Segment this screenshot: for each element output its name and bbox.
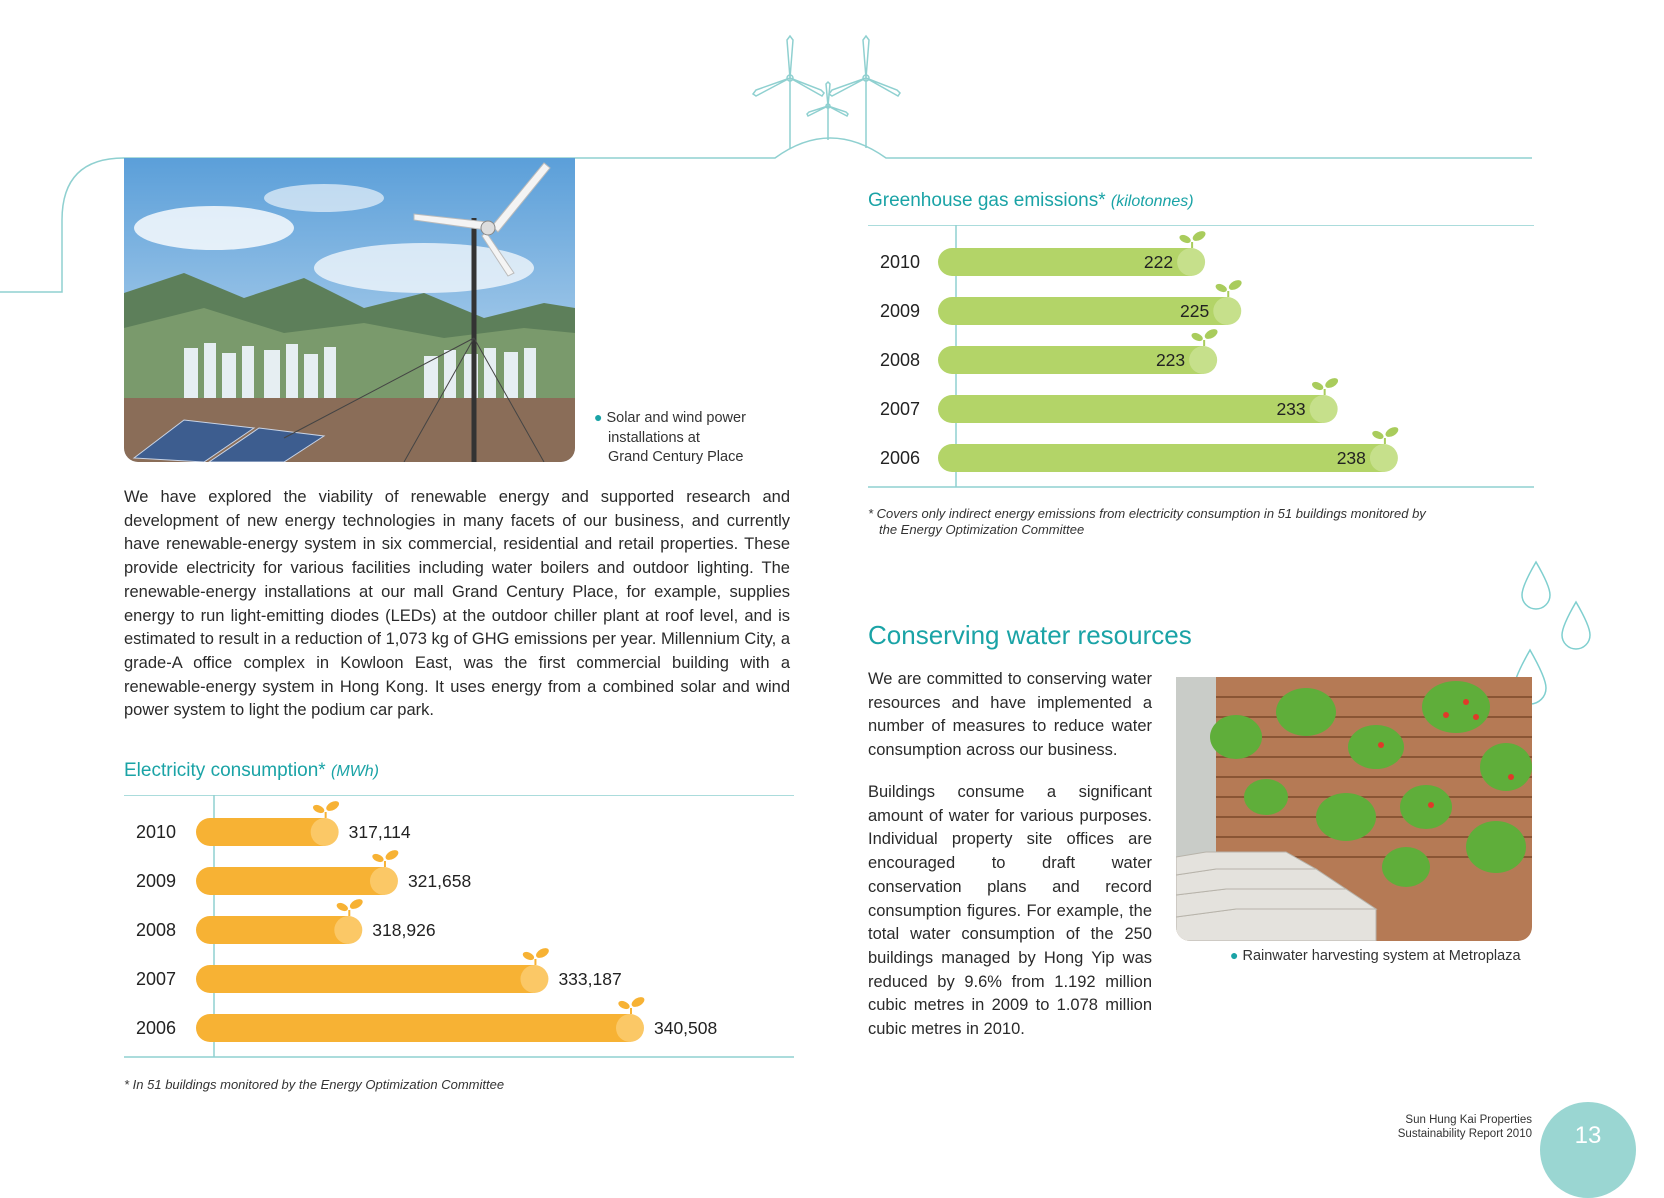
sprout-icon — [1371, 425, 1400, 444]
bar-tip — [370, 867, 398, 895]
electricity-chart-title: Electricity consumption* (MWh) — [124, 760, 379, 781]
water-drop-icon — [1522, 562, 1550, 609]
page-number-circle — [1540, 1102, 1636, 1198]
year-label: 2009 — [880, 301, 921, 321]
water-drop-icon — [1562, 602, 1590, 649]
year-label: 2010 — [136, 822, 177, 842]
year-label: 2006 — [136, 1018, 177, 1038]
year-label: 2008 — [880, 350, 921, 370]
value-label: 317,114 — [348, 822, 411, 842]
bar-tip — [1370, 444, 1398, 472]
electricity-chart — [124, 795, 794, 1065]
value-label: 222 — [1143, 252, 1174, 272]
year-label: 2007 — [136, 969, 177, 989]
page-number: 13 — [1574, 1122, 1602, 1149]
water-paragraph-2: Buildings consume a significant amount of water for various purposes. Individual property site offices are encouraged to draft water conservation plans and record consumption figures. For example, the total water consumption of the 250 buildings managed by Hong Yip was reduced by 9.6% from 1.192 million cubic metres in 2009 to 1.078 million cubic metres in 2010. — [868, 783, 1152, 1039]
intro-paragraph: We have explored the viability of renewable energy and supported research and development of new energy technologies in many facets of our business, and currently have renewable-energy system in six commercial, residential and retail properties. These provide electricity for various facilities including water boilers and outdoor lighting. The renewable-energy installations at our mall Grand Century Place, for example, supplies energy to run light-emitting diodes (LEDs) at the outdoor chiller plant at roof level, and is estimated to result in a reduction of 1,073 kg of GHG emissions per year. Millennium City, a grade-A office complex in Kowloon East, was the first commercial building with a renewable-energy system in Hong Kong. It uses energy from a combined solar and wind power system to light the podium car park. — [124, 488, 790, 720]
value-label: 238 — [1336, 448, 1366, 468]
value-label: 321,658 — [407, 871, 472, 891]
value-label: 333,187 — [558, 969, 622, 989]
ghg-chart-title: Greenhouse gas emissions* (kilotonnes) — [868, 190, 1194, 211]
report-name: Sustainability Report 2010 — [1397, 1128, 1532, 1140]
bar — [196, 867, 396, 895]
water-section-heading: Conserving water resources — [868, 620, 1192, 650]
value-label: 233 — [1276, 399, 1306, 419]
bar — [196, 1014, 642, 1042]
solar-wind-photo — [124, 158, 575, 462]
value-label: 318,926 — [372, 920, 436, 940]
bar-tip — [1177, 248, 1205, 276]
sprout-icon — [1311, 376, 1340, 395]
sprout-icon — [617, 995, 646, 1014]
value-label: 223 — [1155, 350, 1186, 370]
year-label: 2010 — [880, 252, 921, 272]
company-name: Sun Hung Kai Properties — [1405, 1114, 1532, 1126]
value-label: 340,508 — [653, 1018, 718, 1038]
year-label: 2006 — [880, 448, 921, 468]
sprout-icon — [1190, 327, 1219, 346]
year-label: 2007 — [880, 399, 921, 419]
vertical-garden-caption: ● Rainwater harvesting system at Metroplaza — [1230, 947, 1521, 964]
report-footer — [1300, 1113, 1532, 1141]
water-paragraph-1: We are committed to conserving water resources and have implemented a number of measures to reduce water consumption across our business. — [868, 670, 1152, 760]
bar-tip — [616, 1014, 644, 1042]
year-label: 2009 — [136, 871, 177, 891]
year-label: 2008 — [136, 920, 177, 940]
bar-tip — [311, 818, 339, 846]
ghg-chart — [868, 225, 1534, 495]
ghg-footnote: * Covers only indirect energy emissions from electricity consumption in 51 buildings monitored by the Energy Optimization Committee — [868, 506, 1426, 537]
bar-tip — [1189, 346, 1217, 374]
bar-tip — [520, 965, 548, 993]
sprout-icon — [1178, 229, 1207, 248]
value-label: 225 — [1180, 301, 1210, 321]
bar — [196, 965, 546, 993]
vertical-garden-photo — [1176, 677, 1532, 941]
sprout-icon — [371, 848, 400, 867]
sprout-icon — [1214, 278, 1243, 297]
sprout-icon — [312, 799, 341, 818]
sprout-icon — [522, 946, 551, 965]
electricity-footnote: * In 51 buildings monitored by the Energy Optimization Committee — [124, 1077, 505, 1092]
wind-turbine-icon — [753, 36, 900, 148]
bar-tip — [334, 916, 362, 944]
solar-wind-caption: ● Solar and wind power installations at Grand Century Place — [594, 409, 746, 465]
bar-tip — [1310, 395, 1338, 423]
bar — [938, 444, 1396, 472]
bar-tip — [1213, 297, 1241, 325]
sprout-icon — [335, 897, 364, 916]
